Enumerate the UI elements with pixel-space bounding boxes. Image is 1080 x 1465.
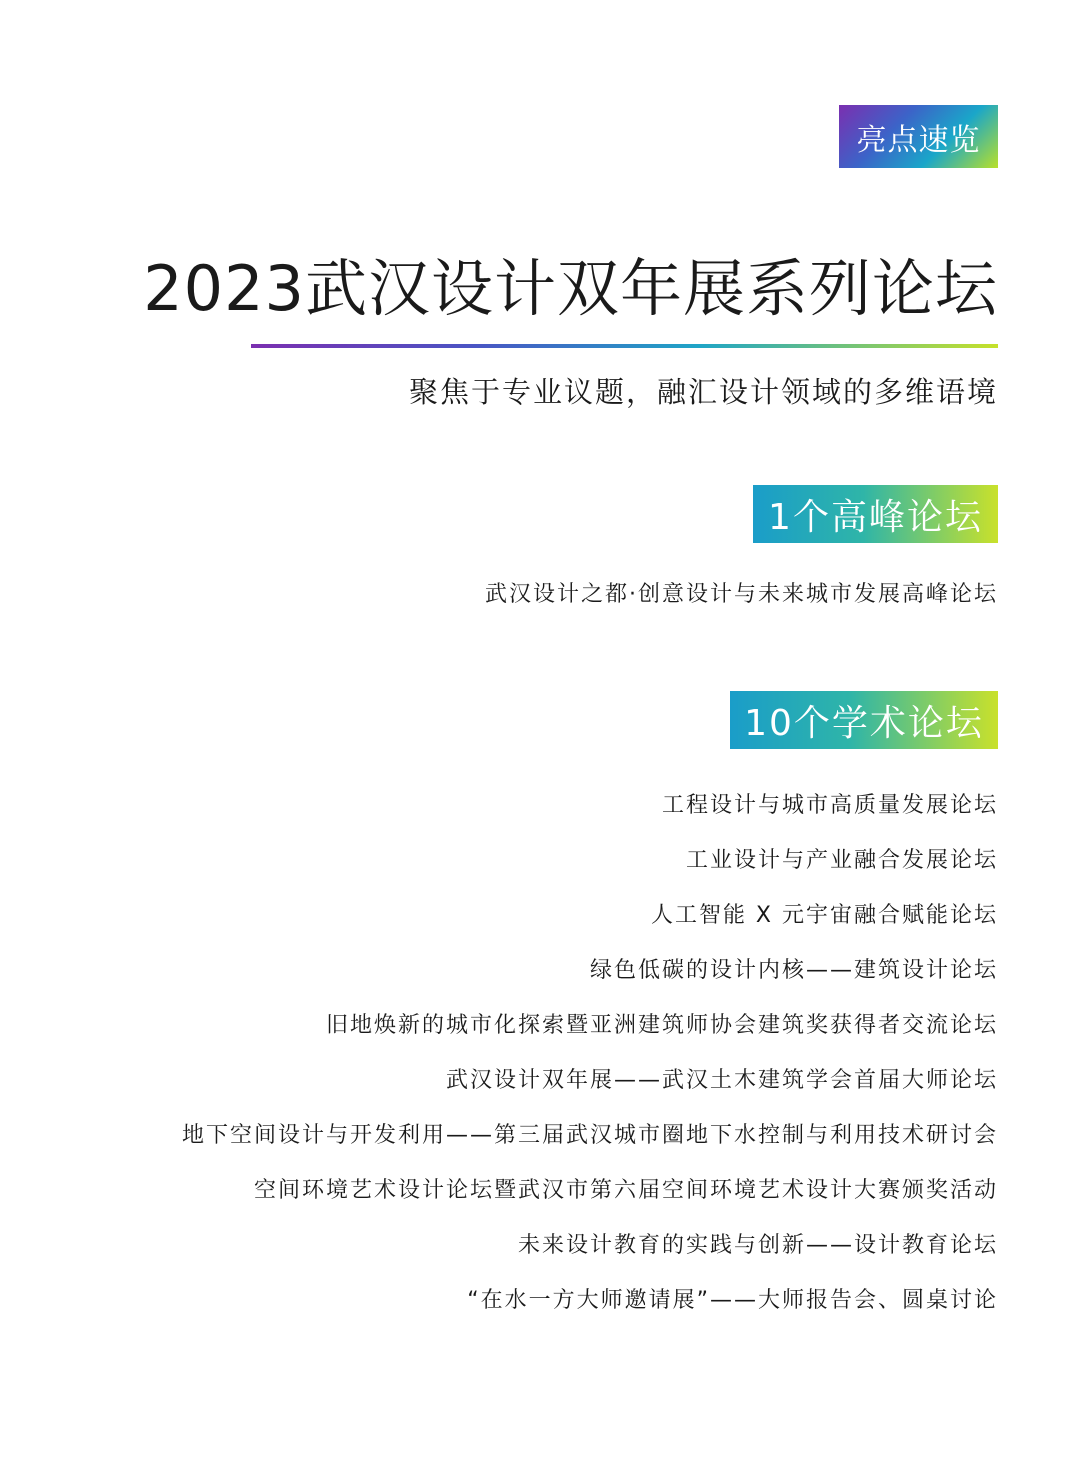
- page-subtitle: 聚焦于专业议题，融汇设计领域的多维语境: [408, 375, 998, 409]
- summit-forum-badge: 1个高峰论坛: [753, 485, 998, 543]
- academic-forum-item: 工程设计与城市高质量发展论坛: [661, 793, 998, 818]
- page-title: 2023武汉设计双年展系列论坛: [143, 252, 998, 325]
- academic-forum-item: 武汉设计双年展——武汉土木建筑学会首届大师论坛: [445, 1068, 998, 1093]
- academic-forum-item: 绿色低碳的设计内核——建筑设计论坛: [589, 958, 998, 983]
- academic-forum-item: 空间环境艺术设计论坛暨武汉市第六届空间环境艺术设计大赛颁奖活动: [253, 1178, 998, 1203]
- gradient-divider: [251, 344, 998, 348]
- academic-forum-item: 旧地焕新的城市化探索暨亚洲建筑师协会建筑奖获得者交流论坛: [325, 1013, 998, 1038]
- highlight-badge: 亮点速览: [839, 105, 998, 168]
- academic-forum-item: 工业设计与产业融合发展论坛: [685, 848, 998, 873]
- academic-forum-item: 人工智能 X 元宇宙融合赋能论坛: [650, 903, 998, 928]
- academic-forum-item: 地下空间设计与开发利用——第三届武汉城市圈地下水控制与利用技术研讨会: [181, 1123, 998, 1148]
- academic-forum-item: 未来设计教育的实践与创新——设计教育论坛: [517, 1233, 998, 1258]
- academic-forum-badge: 10个学术论坛: [730, 691, 998, 749]
- academic-forum-item: “在水一方大师邀请展”——大师报告会、圆桌讨论: [467, 1288, 998, 1313]
- summit-forum-item: 武汉设计之都·创意设计与未来城市发展高峰论坛: [485, 582, 998, 607]
